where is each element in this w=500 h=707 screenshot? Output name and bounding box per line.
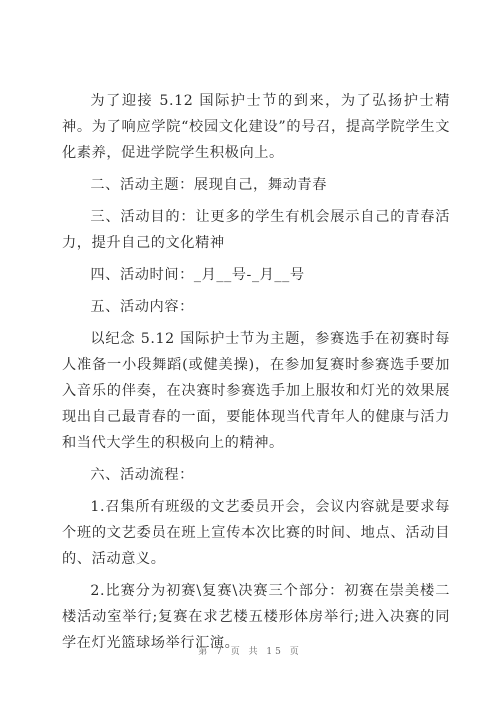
paragraph-content: 以纪念 5.12 国际护士节为主题，参赛选手在初赛时每人准备一小段舞蹈(或健美操)，在参加复赛时参赛选手要加入音乐的伴奏，在决赛时参赛选手加上服妆和灯光的效果展现出自己最青春的一面，要能体现当代青年人的健康与活力和当代大学生的积极向上的精神。 — [62, 331, 450, 451]
paragraph-process-step-2: 2.比赛分为初赛\复赛\决赛三个部分：初赛在崇美楼二楼活动室举行;复赛在求艺楼五楼形体房举行;进入决赛的同学在灯光篮球场举行汇演。 — [62, 583, 450, 651]
paragraph-time: 四、活动时间：_月__号-_月__号 — [90, 267, 305, 283]
paragraph-process-step-1: 1.召集所有班级的文艺委员开会，会议内容就是要求每个班的文艺委员在班上宣传本次比赛的时间、地点、活动目的、活动意义。 — [62, 499, 450, 567]
page-number-footer: 第 7 页 共 15 页 — [198, 647, 302, 657]
paragraph-content-heading: 五、活动内容： — [90, 299, 194, 315]
paragraph-theme: 二、活动主题：展现自己，舞动青春 — [90, 177, 327, 193]
paragraph-intro: 为了迎接 5.12 国际护士节的到来，为了弘扬护士精神。为了响应学院“校园文化建设”的号召，提高学院学生文化素养，促进学院学生积极向上。 — [62, 93, 450, 161]
paragraph-process-heading: 六、活动流程： — [90, 467, 194, 483]
paragraph-purpose: 三、活动目的：让更多的学生有机会展示自己的青春活力，提升自己的文化精神 — [62, 209, 450, 251]
document-body — [62, 88, 450, 662]
